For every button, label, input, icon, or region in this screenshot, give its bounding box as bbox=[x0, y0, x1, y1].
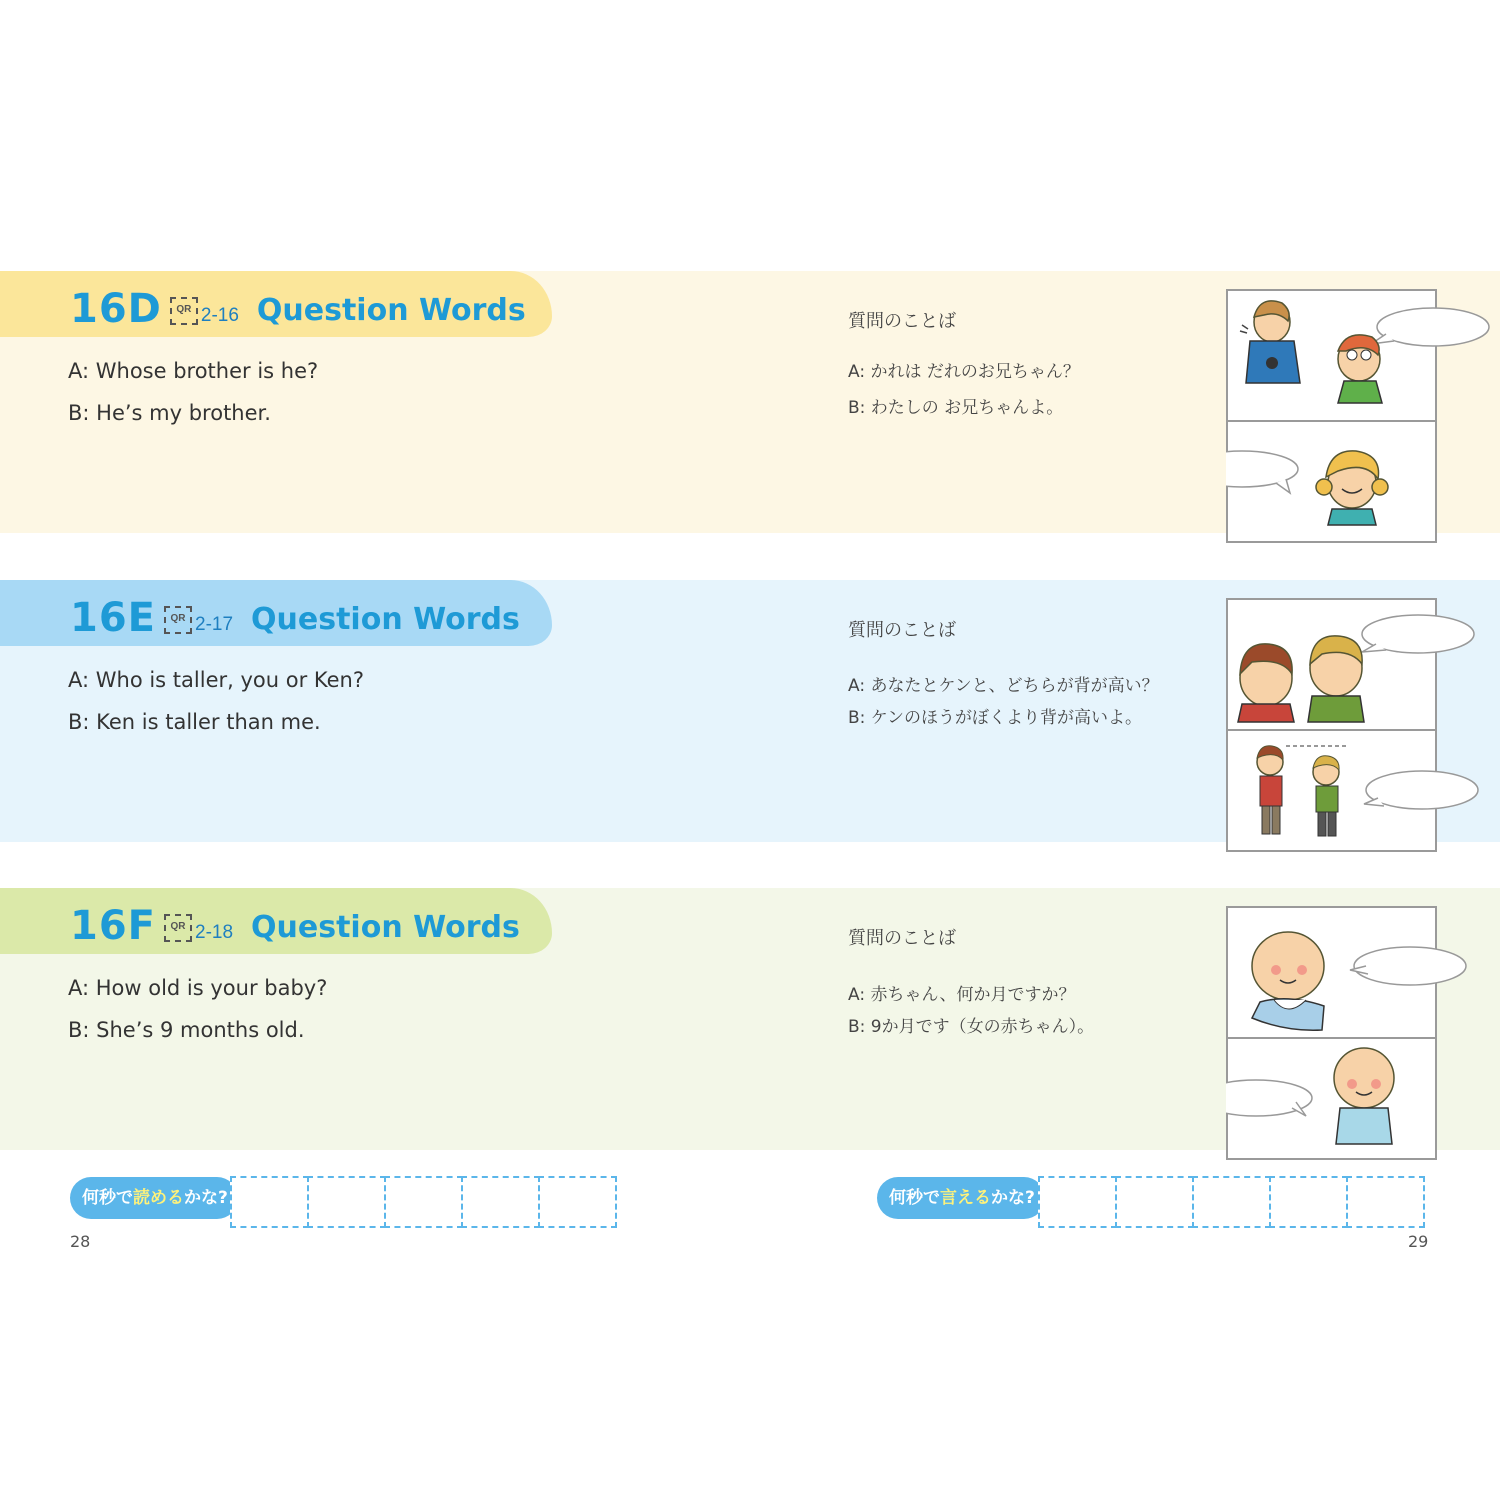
timer-label-pre: 何秒で bbox=[889, 1188, 940, 1208]
japanese-line-b: B: 9か月です（女の赤ちゃん）。 bbox=[848, 1017, 1095, 1037]
japanese-line-b: B: わたしの お兄ちゃんよ。 bbox=[848, 398, 1064, 418]
lesson-id: 16D bbox=[70, 286, 162, 332]
timer-label-post: かな? bbox=[991, 1188, 1035, 1208]
timer-label-pre: 何秒で bbox=[82, 1188, 133, 1208]
japanese-line-a: A: あなたとケンと、どちらが背が高い？ bbox=[848, 676, 1159, 696]
lesson-title bbox=[70, 592, 520, 642]
page-number-right: 29 bbox=[1408, 1232, 1429, 1251]
lesson-title bbox=[70, 283, 526, 333]
english-line-a: A: Whose brother is he? bbox=[68, 359, 319, 383]
older-brother-figure bbox=[1240, 301, 1300, 383]
girl-figure-top bbox=[1338, 335, 1382, 403]
lesson-16d-section bbox=[0, 271, 1500, 533]
japanese-line-a: A: 赤ちゃん、何か月ですか？ bbox=[848, 985, 1076, 1005]
speech-bubble-icon bbox=[1350, 947, 1466, 985]
japanese-heading: 質問のことば bbox=[848, 620, 956, 641]
lesson-16f-section bbox=[0, 888, 1500, 1150]
boy-standing-figure bbox=[1257, 746, 1283, 834]
lesson-id: 16F bbox=[70, 903, 156, 949]
speech-bubble-icon bbox=[1371, 308, 1489, 346]
ken-standing-figure bbox=[1313, 756, 1339, 836]
timer-record-box[interactable] bbox=[384, 1176, 463, 1228]
girl-figure-bottom bbox=[1316, 451, 1388, 525]
english-line-b: B: He’s my brother. bbox=[68, 401, 271, 425]
japanese-line-b: B: ケンのほうがぼくより背が高いよ。 bbox=[848, 708, 1142, 728]
lesson-id: 16E bbox=[70, 595, 156, 641]
timer-record-box[interactable] bbox=[1192, 1176, 1271, 1228]
audio-track-number: 2-17 bbox=[195, 614, 234, 635]
timer-label-post: かな? bbox=[184, 1188, 228, 1208]
timer-record-box[interactable] bbox=[538, 1176, 617, 1228]
lesson-heading: Question Words bbox=[256, 293, 526, 328]
speaking-timer-label bbox=[877, 1177, 1045, 1219]
lesson-title bbox=[70, 900, 520, 950]
page-number-left: 28 bbox=[70, 1232, 91, 1251]
comic-illustration bbox=[1226, 289, 1500, 543]
timer-record-box[interactable] bbox=[1269, 1176, 1348, 1228]
boy-figure bbox=[1238, 644, 1294, 722]
timer-record-box[interactable] bbox=[307, 1176, 386, 1228]
english-line-b: B: Ken is taller than me. bbox=[68, 710, 321, 734]
timer-label-highlight: 言える bbox=[940, 1188, 991, 1208]
timer-record-boxes bbox=[1040, 1176, 1425, 1228]
comic-illustration bbox=[1226, 598, 1500, 852]
timer-record-box[interactable] bbox=[1115, 1176, 1194, 1228]
ken-figure bbox=[1308, 636, 1364, 722]
timer-record-box[interactable] bbox=[461, 1176, 540, 1228]
timer-label-highlight: 読める bbox=[133, 1188, 184, 1208]
timer-record-box[interactable] bbox=[1346, 1176, 1425, 1228]
speech-bubble-icon bbox=[1364, 771, 1478, 809]
english-line-b: B: She’s 9 months old. bbox=[68, 1018, 305, 1042]
comic-illustration bbox=[1226, 906, 1500, 1160]
qr-code-icon[interactable]: QR bbox=[164, 914, 192, 942]
lesson-heading: Question Words bbox=[251, 910, 520, 945]
speech-bubble-icon bbox=[1226, 1080, 1312, 1116]
timer-record-boxes bbox=[232, 1176, 617, 1228]
audio-track-number: 2-16 bbox=[200, 305, 239, 326]
japanese-heading: 質問のことば bbox=[848, 928, 956, 949]
baby-figure-bottom bbox=[1334, 1048, 1394, 1144]
speech-bubble-icon bbox=[1362, 615, 1474, 653]
timer-record-box[interactable] bbox=[1038, 1176, 1117, 1228]
baby-figure-top bbox=[1252, 932, 1324, 1030]
timer-record-box[interactable] bbox=[230, 1176, 309, 1228]
qr-code-icon[interactable]: QR bbox=[164, 606, 192, 634]
speech-bubble-icon bbox=[1226, 451, 1298, 493]
english-line-a: A: Who is taller, you or Ken? bbox=[68, 668, 364, 692]
lesson-16e-section bbox=[0, 580, 1500, 842]
qr-code-icon[interactable]: QR bbox=[170, 297, 198, 325]
japanese-line-a: A: かれは だれのお兄ちゃん？ bbox=[848, 362, 1080, 382]
reading-timer-label bbox=[70, 1177, 238, 1219]
japanese-heading: 質問のことば bbox=[848, 311, 956, 332]
english-line-a: A: How old is your baby? bbox=[68, 976, 328, 1000]
audio-track-number: 2-18 bbox=[195, 922, 234, 943]
lesson-heading: Question Words bbox=[251, 602, 520, 637]
